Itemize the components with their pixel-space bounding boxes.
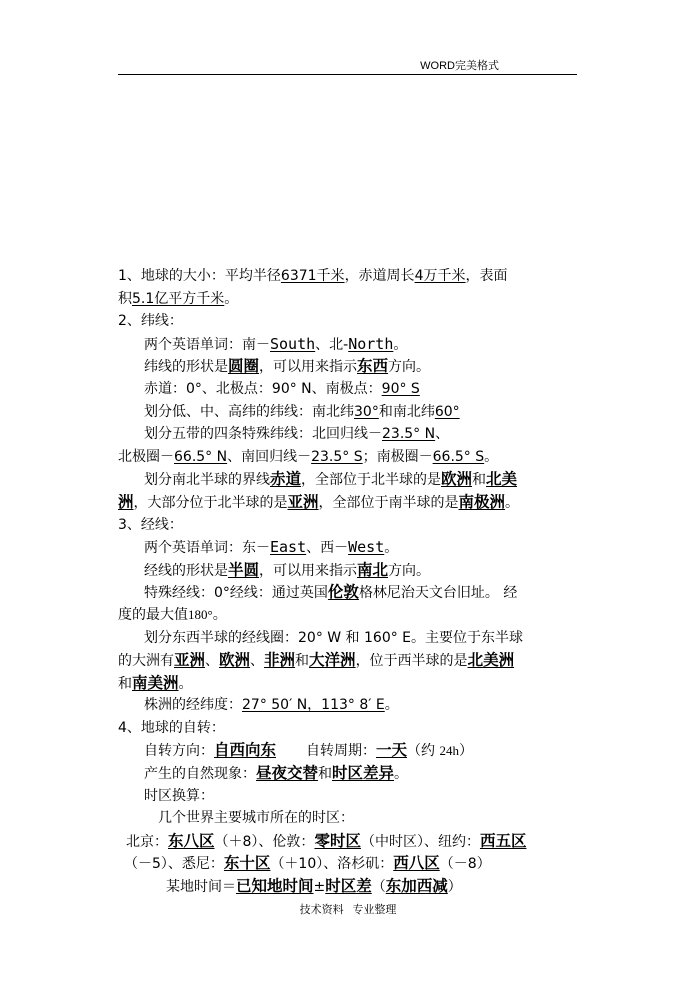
text: （＋8）、伦敦： bbox=[214, 833, 315, 850]
page-header bbox=[118, 56, 577, 75]
longitude-direction: 南北 bbox=[357, 559, 389, 579]
text: 和 bbox=[318, 766, 333, 783]
text: 产生的自然现象： bbox=[144, 766, 256, 783]
s4-phenomena bbox=[118, 762, 580, 785]
text: 北极圈－ bbox=[118, 448, 174, 465]
s2-hemisphere-line1 bbox=[118, 468, 580, 491]
s3-max-longitude bbox=[118, 604, 580, 627]
earth-radius: 6371千米 bbox=[280, 268, 345, 284]
text: 纬线的形状是 bbox=[144, 359, 228, 376]
text: 格林尼治天文台旧址。 经 bbox=[358, 585, 518, 602]
document-body bbox=[118, 265, 580, 898]
lat-60: 60° bbox=[434, 403, 460, 420]
word-north: North bbox=[348, 334, 394, 353]
known-time-answer: 已知地时间 bbox=[236, 876, 314, 896]
text: 、 bbox=[250, 653, 265, 670]
london-answer: 伦敦 bbox=[327, 582, 359, 602]
antarctica-answer: 南极洲 bbox=[458, 491, 506, 511]
text: ± bbox=[313, 879, 326, 896]
latitude-direction: 东西 bbox=[357, 356, 389, 376]
europe-answer: 欧洲 bbox=[441, 469, 473, 489]
lat-30: 30° bbox=[354, 403, 379, 420]
text: 划分低、中、高纬的纬线：南北纬 bbox=[144, 403, 354, 420]
text: 和 bbox=[472, 472, 487, 489]
text: ，表面 bbox=[465, 268, 508, 284]
text: 1、地球的大小：平均半径 bbox=[118, 268, 281, 284]
s4-cities-line2 bbox=[118, 852, 580, 875]
north-america-answer: 北美洲 bbox=[467, 650, 515, 670]
text: 。 bbox=[484, 448, 499, 465]
europe-answer: 欧洲 bbox=[219, 650, 251, 670]
text: （－8） bbox=[439, 856, 491, 873]
s4-cities-title: 几个世界主要城市所在的时区： bbox=[158, 810, 354, 827]
text: 。 bbox=[212, 606, 227, 623]
page-footer: 技术资料 专业整理 bbox=[299, 904, 397, 916]
tropic-of-capricorn: 23.5° S bbox=[311, 448, 363, 465]
s2-hemisphere-line2 bbox=[118, 491, 580, 514]
text: 度的最大值 bbox=[118, 606, 188, 623]
s3-special-meridian bbox=[118, 581, 580, 604]
text: 划分南北半球的界线 bbox=[144, 472, 270, 489]
text: ，赤道周长 bbox=[344, 268, 415, 284]
s4-conversion: 时区换算： bbox=[144, 787, 214, 804]
word-south: South bbox=[270, 334, 316, 353]
s2-circles bbox=[118, 446, 580, 469]
text: ，大部分位于北半球的是 bbox=[133, 494, 288, 511]
text: 、南回归线－ bbox=[227, 448, 312, 465]
text: ；南极圈－ bbox=[362, 448, 433, 465]
text: 。 bbox=[393, 336, 408, 353]
latitude-shape: 圆圈 bbox=[228, 356, 260, 376]
equator-circumference: 4万千米 bbox=[414, 268, 466, 284]
max-longitude: 180° bbox=[188, 606, 213, 622]
text: ） bbox=[447, 879, 462, 896]
s2-bands bbox=[118, 401, 580, 424]
text: 、西－ bbox=[306, 540, 349, 557]
text: （中时区）、纽约： bbox=[360, 833, 480, 850]
s1-line2 bbox=[118, 288, 580, 311]
text: ，可以用来指示 bbox=[259, 359, 358, 376]
s3-english-words bbox=[118, 536, 580, 559]
text: 赤道：0°、北极点：90° N、南极点： bbox=[144, 380, 382, 397]
text: （＋10）、洛杉矶： bbox=[270, 856, 394, 873]
text: ，全部位于南半球的是 bbox=[318, 494, 459, 511]
text: （约 bbox=[407, 743, 440, 760]
text: （ bbox=[371, 879, 386, 896]
day-night-answer: 昼夜交替 bbox=[256, 763, 319, 783]
london-zone: 零时区 bbox=[314, 830, 361, 850]
text: 。 bbox=[505, 494, 520, 511]
s3-hemisphere-line3 bbox=[118, 672, 580, 695]
text: 方向。 bbox=[388, 359, 431, 376]
zhuzhou-coordinates: 27° 50′ N，113° 8′ E bbox=[242, 697, 385, 714]
longitude-shape: 半圆 bbox=[228, 559, 260, 579]
text: 北京： bbox=[126, 833, 168, 850]
tropic-of-cancer: 23.5° N bbox=[382, 426, 436, 443]
word-east: East bbox=[270, 538, 307, 557]
s2-shape bbox=[118, 355, 580, 378]
text: 两个英语单词：东－ bbox=[144, 540, 270, 557]
text: 株洲的经纬度： bbox=[144, 697, 242, 714]
text: 。 bbox=[394, 766, 409, 783]
arctic-circle: 66.5° N bbox=[174, 448, 228, 465]
s2-english-words bbox=[118, 333, 580, 356]
text: 和南北纬 bbox=[378, 403, 435, 420]
text: ，位于西半球的是 bbox=[355, 653, 468, 670]
s4-rotation bbox=[118, 739, 580, 762]
word-west: West bbox=[348, 538, 385, 557]
rotation-direction: 自西向东 bbox=[214, 740, 277, 760]
text: 经线的形状是 bbox=[144, 562, 228, 579]
rotation-period: 一天 bbox=[376, 740, 408, 760]
text: 、 bbox=[435, 426, 450, 443]
africa-answer: 非洲 bbox=[264, 650, 296, 670]
s2-title: 2、纬线： bbox=[118, 313, 183, 330]
text: 、 bbox=[205, 653, 220, 670]
text: 。 bbox=[384, 697, 399, 714]
text: 自转周期： bbox=[306, 743, 377, 760]
s2-five-zones bbox=[118, 423, 580, 446]
beijing-zone: 东八区 bbox=[168, 830, 215, 850]
south-america-answer: 南美洲 bbox=[132, 672, 179, 692]
newyork-zone: 西五区 bbox=[479, 830, 527, 850]
text: 方向。 bbox=[388, 562, 431, 579]
text: 24h bbox=[439, 743, 459, 759]
s3-shape bbox=[118, 559, 580, 582]
text: 特殊经线：0°经线：通过英国 bbox=[144, 585, 328, 602]
zone-diff-answer: 时区差 bbox=[325, 876, 372, 896]
s3-zhuzhou bbox=[118, 694, 580, 717]
text: 某地时间＝ bbox=[166, 879, 236, 896]
south-pole-value: 90° S bbox=[381, 380, 420, 397]
text: （－5）、悉尼： bbox=[124, 856, 224, 873]
asia-answer: 亚洲 bbox=[287, 491, 319, 511]
text: 自转方向： bbox=[144, 743, 214, 760]
header-text: WORD完美格式 bbox=[420, 60, 499, 72]
s4-formula bbox=[118, 875, 580, 898]
north-america-answer-cont: 洲 bbox=[118, 491, 134, 511]
s2-equator bbox=[118, 378, 580, 401]
asia-answer: 亚洲 bbox=[174, 650, 206, 670]
s1-line1 bbox=[118, 265, 580, 288]
text: 。 bbox=[178, 675, 193, 692]
text: 两个英语单词：南－ bbox=[144, 336, 270, 353]
text: ） bbox=[458, 743, 473, 760]
rule-answer: 东加西减 bbox=[385, 876, 448, 896]
surface-area: 5.1亿平方千米 bbox=[132, 290, 225, 307]
s3-hemisphere-line2 bbox=[118, 649, 580, 672]
antarctic-circle: 66.5° S bbox=[432, 448, 485, 465]
sydney-zone: 东十区 bbox=[223, 853, 271, 873]
text: 划分五带的四条特殊纬线：北回归线－ bbox=[144, 426, 382, 443]
text: ，可以用来指示 bbox=[259, 562, 358, 579]
text: ，全部位于北半球的是 bbox=[301, 472, 442, 489]
text: 。 bbox=[224, 290, 239, 307]
text: 。 bbox=[384, 540, 399, 557]
north-america-answer: 北美 bbox=[486, 469, 518, 489]
text: 和 bbox=[295, 653, 310, 670]
text: 和 bbox=[118, 675, 132, 692]
s4-title: 4、地球的自转： bbox=[118, 719, 225, 736]
s4-cities-line1 bbox=[118, 830, 580, 853]
s3-hemisphere-line1: 划分东西半球的经线圈：20° W 和 160° E。主要位于东半球 bbox=[144, 629, 524, 646]
losangeles-zone: 西八区 bbox=[393, 853, 440, 873]
text: 积 bbox=[118, 290, 132, 307]
equator-answer: 赤道 bbox=[270, 469, 302, 489]
oceania-answer: 大洋洲 bbox=[309, 650, 356, 670]
s3-title: 3、经线： bbox=[118, 516, 183, 533]
time-zone-answer: 时区差异 bbox=[332, 763, 395, 783]
text: 的大洲有 bbox=[118, 653, 174, 670]
text: 、北- bbox=[315, 336, 349, 353]
